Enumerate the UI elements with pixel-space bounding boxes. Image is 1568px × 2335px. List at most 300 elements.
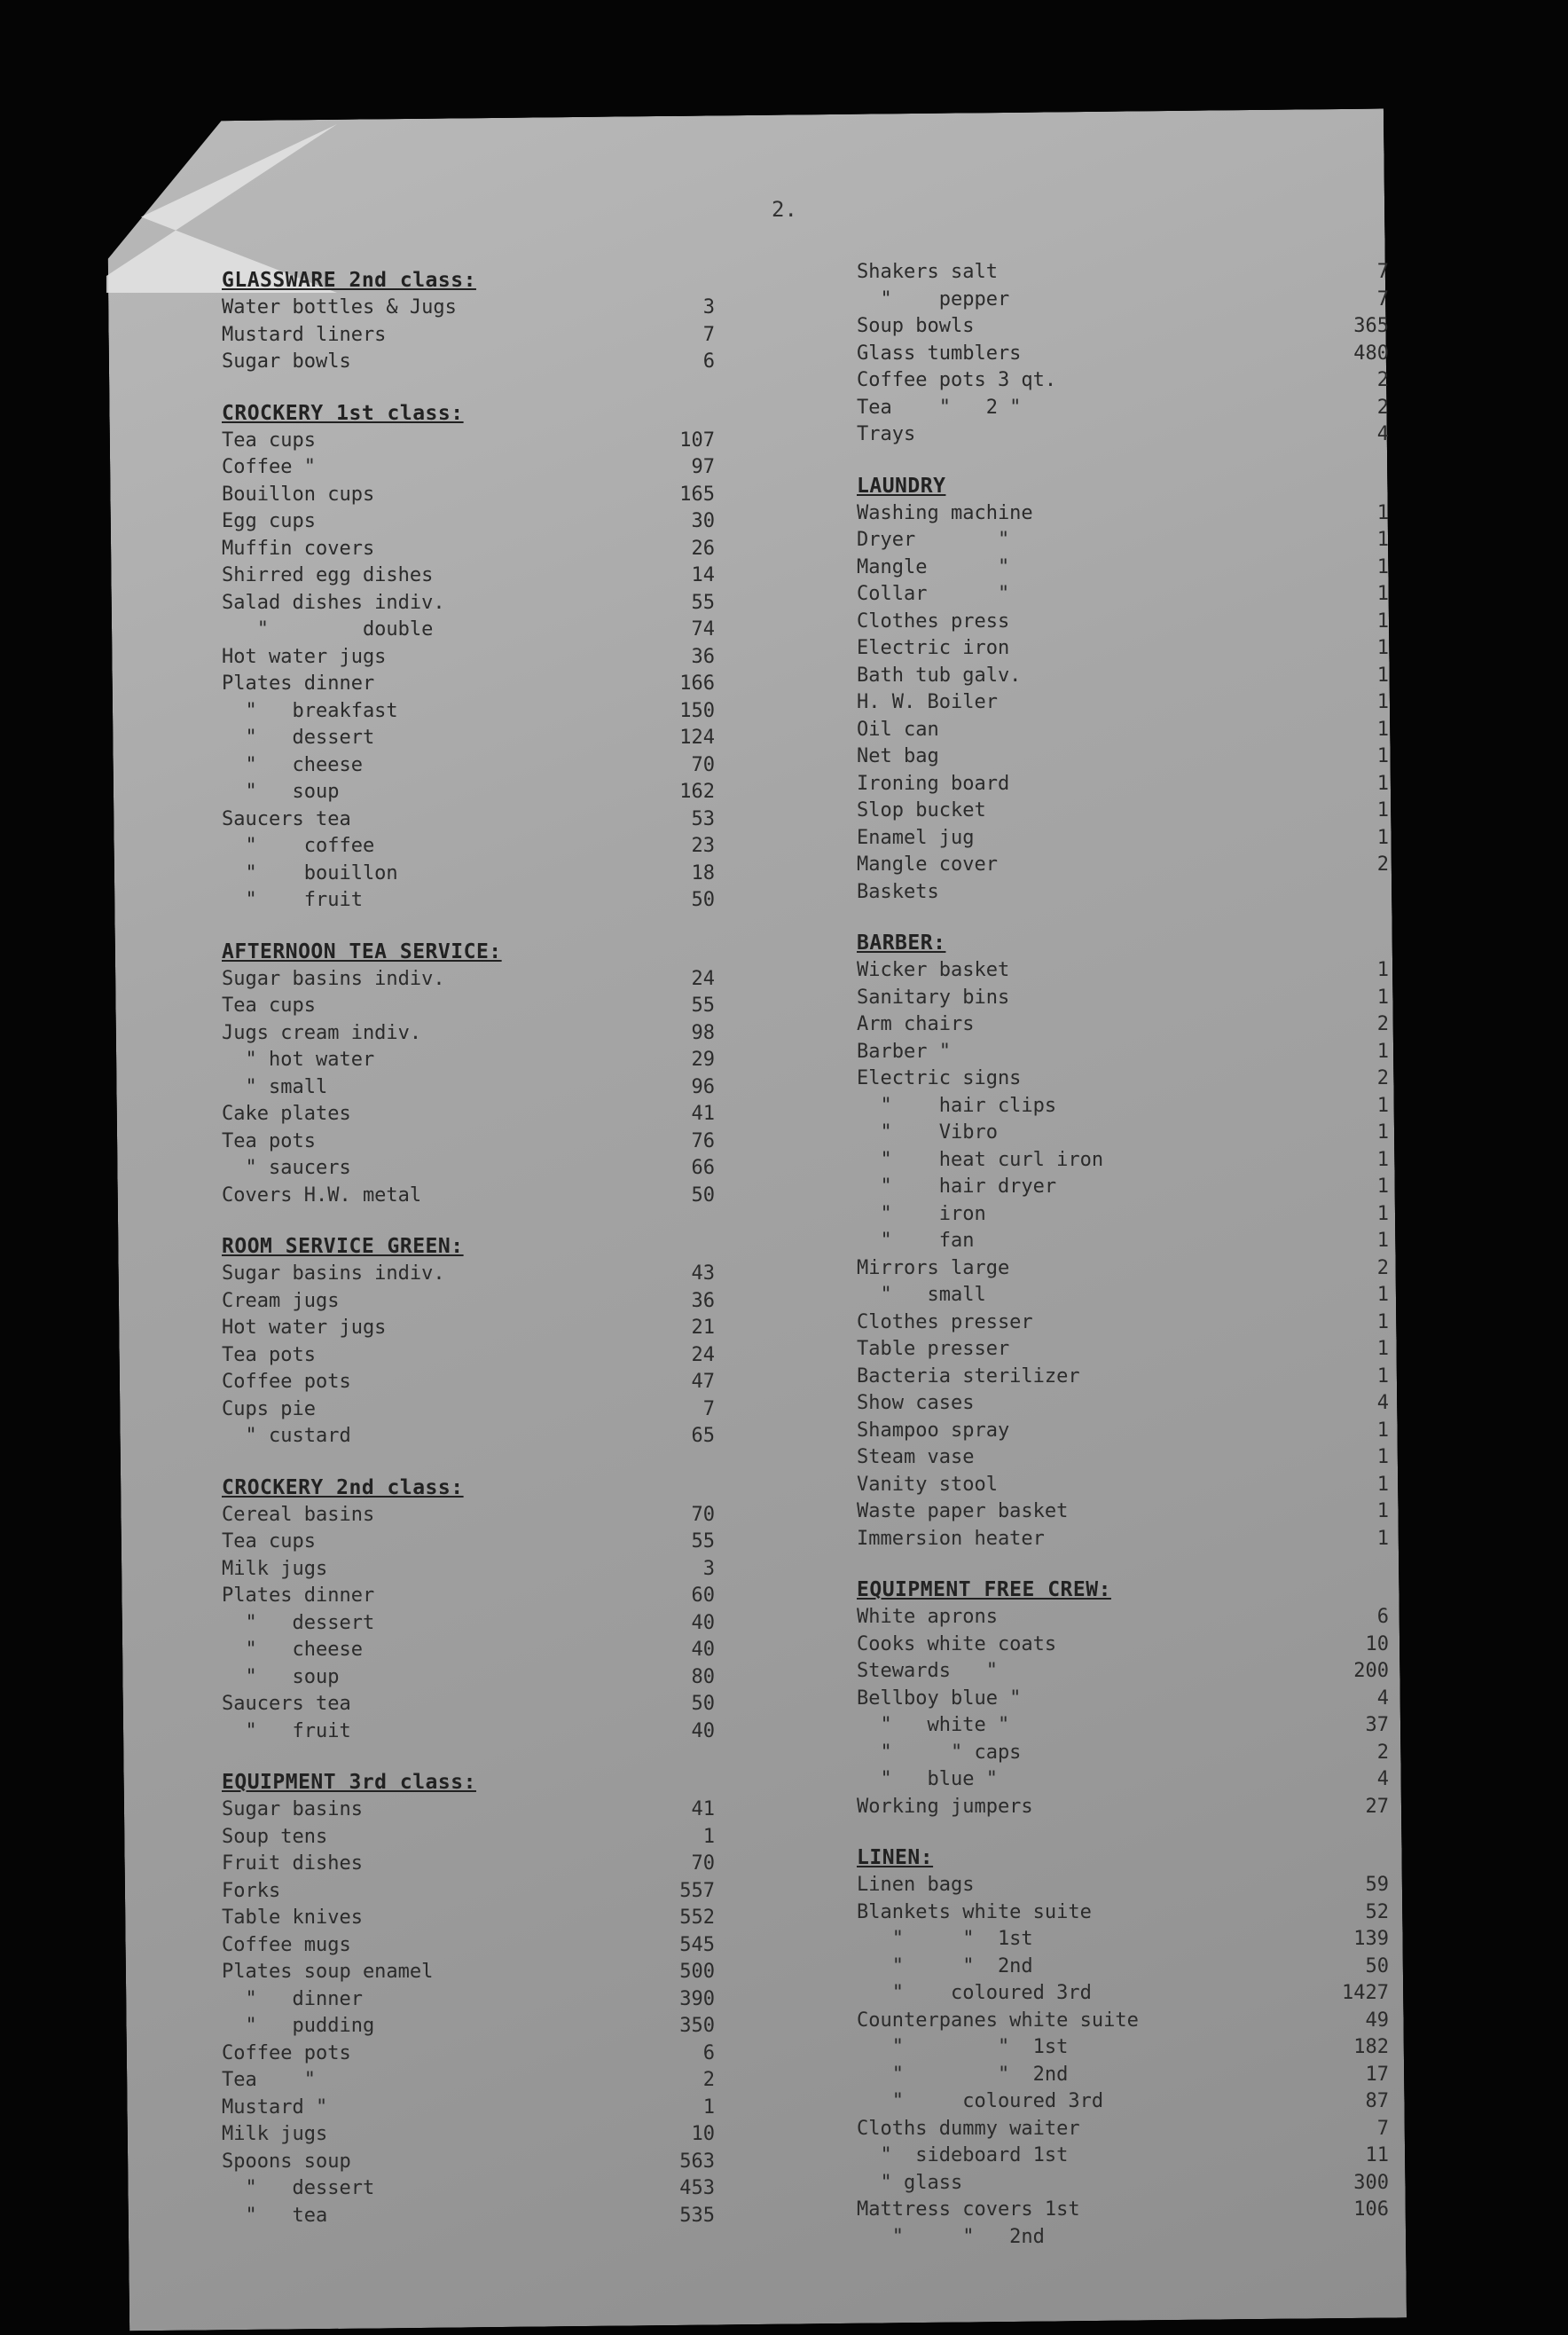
- inventory-row: [857, 852, 1389, 879]
- item-quantity: 1: [1376, 1202, 1389, 1225]
- inventory-row: [222, 1556, 718, 1584]
- item-label: Tea cups: [222, 428, 316, 452]
- inventory-row: [857, 1712, 1389, 1740]
- inventory-row: [222, 322, 718, 350]
- inventory-row: [857, 259, 1389, 287]
- item-label: Cooks white coats: [857, 1632, 1057, 1655]
- inventory-row: [222, 1637, 718, 1664]
- item-quantity: 24: [691, 967, 715, 990]
- item-label: Coffee ": [222, 456, 316, 478]
- item-label: Bouillon cups: [222, 483, 375, 506]
- item-label: Mattress covers 1st: [857, 2198, 1080, 2221]
- item-label: Coffee pots 3 qt.: [857, 369, 1057, 391]
- item-quantity: 98: [691, 1021, 715, 1044]
- inventory-row: [857, 2088, 1389, 2116]
- item-label: Dryer ": [857, 529, 1010, 551]
- item-quantity: 4: [1376, 1392, 1389, 1414]
- item-quantity: 70: [691, 1852, 715, 1875]
- item-quantity: 1: [1376, 1419, 1389, 1442]
- item-quantity: 1: [702, 2095, 715, 2119]
- inventory-section: [222, 1768, 718, 2229]
- item-label: Net bag: [857, 745, 939, 767]
- item-quantity: 18: [691, 861, 715, 884]
- item-label: Cereal basins: [222, 1503, 375, 1526]
- item-quantity: 65: [691, 1425, 715, 1447]
- inventory-row: [857, 1011, 1389, 1039]
- item-quantity: 74: [691, 618, 715, 641]
- item-label: Working jumpers: [857, 1795, 1033, 1818]
- item-label: Cream jugs: [222, 1289, 340, 1312]
- item-quantity: 40: [691, 1639, 715, 1661]
- item-quantity: 1: [1376, 1121, 1389, 1144]
- item-quantity: 124: [679, 727, 715, 749]
- section-heading: ROOM SERVICE GREEN:: [222, 1235, 464, 1258]
- item-label: Coffee pots: [222, 2041, 351, 2064]
- item-label: Oil can: [857, 718, 939, 741]
- item-quantity: 1: [1376, 1148, 1389, 1171]
- inventory-row: [222, 454, 718, 482]
- item-quantity: 24: [691, 1343, 715, 1366]
- inventory-row: [857, 395, 1389, 422]
- item-label: Mustard liners: [222, 323, 387, 346]
- item-quantity: 50: [1365, 1954, 1389, 1977]
- item-label: Spoons soup: [222, 2150, 351, 2173]
- item-quantity: 40: [691, 1611, 715, 1634]
- inventory-row: [222, 1369, 718, 1396]
- inventory-row: [857, 1472, 1389, 1499]
- item-quantity: 162: [679, 781, 715, 803]
- item-label: H. W. Boiler: [857, 691, 998, 713]
- item-label: Glass tumblers: [857, 342, 1022, 365]
- inventory-row: [222, 590, 718, 617]
- inventory-row: [857, 957, 1389, 985]
- inventory-row: [222, 1423, 718, 1451]
- item-quantity: 2: [1376, 1256, 1389, 1279]
- item-quantity: 6: [702, 2041, 715, 2064]
- item-quantity: 4: [1376, 1686, 1389, 1710]
- item-quantity: 70: [691, 1503, 715, 1526]
- item-label: " saucers: [222, 1157, 351, 1179]
- item-quantity: 480: [1353, 342, 1389, 365]
- item-label: Sugar bowls: [222, 350, 351, 373]
- item-quantity: 7: [702, 1397, 715, 1420]
- item-quantity: 80: [691, 1665, 715, 1688]
- inventory-row: [222, 1074, 718, 1102]
- item-label: Barber ": [857, 1040, 951, 1063]
- inventory-row: [222, 2067, 718, 2095]
- item-quantity: 1: [1376, 555, 1389, 578]
- inventory-section: [222, 1474, 718, 1746]
- item-label: Linen bags: [857, 1874, 975, 1896]
- item-label: Show cases: [857, 1392, 975, 1414]
- item-quantity: 29: [691, 1049, 715, 1071]
- item-label: Soup bowls: [857, 315, 975, 337]
- inventory-row: [857, 287, 1389, 314]
- item-label: " coloured 3rd: [857, 2090, 1104, 2112]
- inventory-row: [857, 1364, 1389, 1391]
- inventory-section: [857, 259, 1389, 449]
- left-column: [222, 266, 718, 2252]
- item-label: Salad dishes indiv.: [222, 591, 445, 614]
- item-label: " fruit: [222, 1719, 351, 1742]
- inventory-row: [222, 1718, 718, 1746]
- item-label: Tea pots: [222, 1343, 316, 1366]
- item-quantity: 1: [1376, 1094, 1389, 1117]
- inventory-row: [857, 1794, 1389, 1821]
- item-label: White aprons: [857, 1606, 998, 1628]
- item-quantity: 1: [1376, 986, 1389, 1009]
- inventory-row: [222, 779, 718, 806]
- item-quantity: 1: [1376, 1338, 1389, 1360]
- item-quantity: 365: [1353, 315, 1389, 337]
- inventory-row: [222, 349, 718, 376]
- item-quantity: 21: [691, 1317, 715, 1339]
- item-quantity: 50: [691, 889, 715, 911]
- item-label: Tea pots: [222, 1129, 316, 1152]
- inventory-row: [222, 1288, 718, 1316]
- inventory-row: [222, 1691, 718, 1718]
- item-quantity: 55: [691, 995, 715, 1017]
- inventory-section: [857, 1844, 1389, 2251]
- item-label: Mangle cover: [857, 853, 998, 876]
- item-quantity: 7: [1376, 287, 1389, 311]
- inventory-row: [857, 581, 1389, 609]
- item-quantity: 36: [691, 645, 715, 668]
- inventory-row: [857, 743, 1389, 771]
- item-label: " coffee: [222, 835, 375, 857]
- item-quantity: 1: [1376, 1364, 1389, 1388]
- inventory-row: [222, 1396, 718, 1424]
- inventory-section: [857, 929, 1389, 1553]
- inventory-row: [857, 1255, 1389, 1283]
- inventory-row: [857, 825, 1389, 853]
- item-quantity: 1: [1376, 529, 1389, 551]
- item-quantity: 76: [691, 1129, 715, 1152]
- item-label: Table knives: [222, 1907, 363, 1929]
- inventory-row: [857, 635, 1389, 663]
- inventory-row: [222, 2121, 718, 2149]
- item-quantity: 107: [679, 428, 715, 452]
- item-label: " custard: [222, 1425, 351, 1447]
- inventory-row: [222, 1932, 718, 1960]
- inventory-row: [857, 1065, 1389, 1093]
- item-label: Bellboy blue ": [857, 1686, 1022, 1710]
- item-quantity: 6: [702, 350, 715, 373]
- item-quantity: 1: [1376, 1446, 1389, 1468]
- section-heading: AFTERNOON TEA SERVICE:: [222, 940, 502, 963]
- item-label: " dessert: [222, 1611, 375, 1634]
- inventory-row: [857, 341, 1389, 368]
- inventory-row: [857, 1418, 1389, 1445]
- item-label: Bath tub galv.: [857, 664, 1022, 687]
- item-label: Counterpanes white suite: [857, 2009, 1139, 2032]
- inventory-row: [857, 1954, 1389, 1981]
- inventory-row: [222, 295, 718, 322]
- inventory-row: [857, 527, 1389, 554]
- inventory-row: [857, 1926, 1389, 1954]
- inventory-row: [222, 482, 718, 509]
- inventory-row: [222, 1824, 718, 1851]
- item-label: " " 1st: [857, 1928, 1033, 1950]
- item-label: Mangle ": [857, 555, 1010, 578]
- item-label: Tea " 2 ": [857, 396, 1022, 419]
- item-quantity: 1: [1376, 1284, 1389, 1306]
- item-label: Sugar basins indiv.: [222, 1262, 445, 1285]
- inventory-row: [222, 1905, 718, 1932]
- item-quantity: 1: [1376, 718, 1389, 741]
- item-label: Shakers salt: [857, 261, 998, 283]
- inventory-row: [857, 1390, 1389, 1418]
- item-label: " dessert: [222, 2177, 375, 2199]
- inventory-row: [222, 671, 718, 698]
- inventory-row: [222, 2149, 718, 2176]
- item-quantity: 10: [1365, 1632, 1389, 1655]
- item-label: Washing machine: [857, 501, 1033, 524]
- item-label: " " 2nd: [857, 2225, 1045, 2248]
- inventory-section: [222, 938, 718, 1210]
- item-label: Trays: [857, 423, 916, 445]
- item-quantity: 55: [691, 1530, 715, 1553]
- item-label: " " caps: [857, 1741, 1022, 1764]
- item-quantity: 4: [1376, 423, 1389, 445]
- item-label: " pudding: [222, 2015, 375, 2037]
- inventory-row: [222, 1529, 718, 1556]
- inventory-row: [222, 644, 718, 672]
- page-number: 2.: [772, 197, 797, 222]
- inventory-row: [857, 1740, 1389, 1767]
- item-quantity: 43: [691, 1262, 715, 1285]
- section-heading: EQUIPMENT 3rd class:: [222, 1771, 476, 1794]
- item-quantity: 37: [1365, 1714, 1389, 1736]
- inventory-row: [857, 2116, 1389, 2143]
- item-quantity: 166: [679, 672, 715, 695]
- item-quantity: 1: [1376, 1527, 1389, 1550]
- inventory-row: [222, 2175, 718, 2203]
- inventory-row: [857, 421, 1389, 449]
- item-label: Stewards ": [857, 1660, 998, 1682]
- item-label: Coffee pots: [222, 1371, 351, 1393]
- inventory-row: [857, 771, 1389, 798]
- inventory-row: [857, 2142, 1389, 2170]
- inventory-row: [857, 1147, 1389, 1175]
- item-quantity: 139: [1353, 1928, 1389, 1950]
- item-label: " small: [857, 1284, 986, 1306]
- item-label: Mirrors large: [857, 1256, 1010, 1279]
- inventory-row: [222, 966, 718, 994]
- item-label: Sugar basins: [222, 1798, 363, 1820]
- item-quantity: 1: [1376, 583, 1389, 605]
- inventory-row: [857, 798, 1389, 825]
- item-label: Immersion heater: [857, 1527, 1045, 1550]
- item-label: Electric signs: [857, 1067, 1022, 1089]
- item-label: Wicker basket: [857, 959, 1010, 981]
- item-label: " double: [222, 618, 434, 641]
- item-quantity: [1327, 879, 1389, 907]
- item-quantity: 55: [691, 591, 715, 614]
- inventory-row: [857, 2008, 1389, 2035]
- inventory-row: [222, 1986, 718, 2014]
- item-quantity: 2: [1376, 1741, 1389, 1764]
- item-label: " hair clips: [857, 1094, 1057, 1117]
- item-quantity: [1327, 2224, 1389, 2252]
- item-quantity: 1: [1376, 1230, 1389, 1252]
- item-quantity: 150: [679, 699, 715, 722]
- inventory-row: [857, 1174, 1389, 1201]
- item-label: Milk jugs: [222, 1557, 328, 1580]
- item-quantity: 17: [1365, 2063, 1389, 2086]
- item-quantity: 1: [1376, 691, 1389, 713]
- inventory-row: [222, 2203, 718, 2230]
- item-label: " cheese: [222, 753, 363, 776]
- item-quantity: 96: [691, 1075, 715, 1098]
- inventory-row: [222, 1261, 718, 1288]
- inventory-row: [857, 609, 1389, 636]
- item-label: Baskets: [857, 880, 939, 903]
- item-label: " Vibro: [857, 1121, 998, 1144]
- inventory-row: [857, 1336, 1389, 1364]
- item-quantity: 26: [691, 537, 715, 560]
- item-quantity: 2: [1376, 1067, 1389, 1089]
- inventory-row: [222, 1155, 718, 1183]
- item-quantity: 1: [1376, 664, 1389, 687]
- inventory-row: [222, 993, 718, 1020]
- item-label: Steam vase: [857, 1446, 975, 1468]
- item-label: " pepper: [857, 287, 1010, 311]
- inventory-row: [857, 500, 1389, 528]
- inventory-row: [222, 1101, 718, 1128]
- item-quantity: 11: [1365, 2144, 1389, 2166]
- inventory-row: [857, 1604, 1389, 1631]
- item-label: " small: [222, 1075, 328, 1098]
- item-quantity: 87: [1365, 2090, 1389, 2112]
- item-label: " blue ": [857, 1768, 998, 1790]
- item-label: Muffin covers: [222, 537, 375, 560]
- inventory-row: [857, 1228, 1389, 1255]
- inventory-row: [857, 1658, 1389, 1686]
- item-quantity: 182: [1353, 2036, 1389, 2058]
- item-quantity: 1427: [1342, 1982, 1389, 2004]
- item-quantity: 1: [1376, 1040, 1389, 1063]
- inventory-row: [857, 1201, 1389, 1229]
- inventory-row: [222, 2013, 718, 2040]
- inventory-row: [222, 1796, 718, 1824]
- inventory-row: [222, 861, 718, 888]
- inventory-row: [222, 1583, 718, 1610]
- item-label: " " 2nd: [857, 1954, 1033, 1977]
- item-quantity: 200: [1353, 1660, 1389, 1682]
- inventory-row: [222, 617, 718, 644]
- item-quantity: 453: [679, 2177, 715, 2199]
- inventory-row: [857, 1872, 1389, 1899]
- item-label: Shampoo spray: [857, 1419, 1010, 1442]
- item-label: Forks: [222, 1879, 281, 1902]
- item-quantity: 165: [679, 483, 715, 506]
- item-quantity: 563: [679, 2150, 715, 2173]
- item-label: Arm chairs: [857, 1013, 975, 1035]
- item-quantity: 41: [691, 1798, 715, 1820]
- item-label: Sanitary bins: [857, 986, 1010, 1009]
- item-label: Mustard ": [222, 2095, 328, 2119]
- inventory-row: [222, 887, 718, 915]
- item-label: " white ": [857, 1714, 1010, 1736]
- item-label: Milk jugs: [222, 2123, 328, 2145]
- item-quantity: 50: [691, 1183, 715, 1207]
- inventory-row: [222, 1128, 718, 1156]
- inventory-row: [222, 1342, 718, 1370]
- item-label: " iron: [857, 1202, 986, 1225]
- item-label: Saucers tea: [222, 1693, 351, 1715]
- inventory-row: [857, 2197, 1389, 2224]
- inventory-row: [222, 1020, 718, 1048]
- item-label: Fruit dishes: [222, 1852, 363, 1875]
- item-quantity: 47: [691, 1371, 715, 1393]
- item-label: " fan: [857, 1230, 975, 1252]
- inventory-row: [222, 752, 718, 780]
- item-quantity: 50: [691, 1693, 715, 1715]
- item-quantity: 3: [702, 1557, 715, 1580]
- inventory-row: [857, 1444, 1389, 1472]
- item-quantity: 350: [679, 2015, 715, 2037]
- item-label: Soup tens: [222, 1825, 328, 1848]
- item-quantity: 66: [691, 1157, 715, 1179]
- item-label: Jugs cream indiv.: [222, 1021, 422, 1044]
- item-label: " breakfast: [222, 699, 398, 722]
- inventory-row: [857, 689, 1389, 717]
- item-label: " " 2nd: [857, 2063, 1069, 2086]
- item-label: Hot water jugs: [222, 1317, 387, 1339]
- item-label: " dinner: [222, 1987, 363, 2010]
- item-quantity: 2: [1376, 396, 1389, 419]
- item-quantity: 390: [679, 1987, 715, 2010]
- inventory-row: [857, 1498, 1389, 1526]
- inventory-row: [222, 1502, 718, 1529]
- item-label: " coloured 3rd: [857, 1982, 1092, 2004]
- inventory-row: [857, 2034, 1389, 2062]
- item-label: Collar ": [857, 583, 1010, 605]
- inventory-row: [857, 1039, 1389, 1066]
- item-label: " hot water: [222, 1049, 375, 1071]
- item-label: Electric iron: [857, 637, 1010, 659]
- item-quantity: 23: [691, 835, 715, 857]
- inventory-row: [857, 1120, 1389, 1147]
- inventory-row: [857, 2062, 1389, 2089]
- inventory-row: [857, 1282, 1389, 1309]
- item-label: " soup: [222, 1665, 340, 1688]
- item-quantity: 1: [1376, 959, 1389, 981]
- item-quantity: 59: [1365, 1874, 1389, 1896]
- item-label: " sideboard 1st: [857, 2144, 1069, 2166]
- item-quantity: 500: [679, 1961, 715, 1983]
- item-quantity: 7: [1376, 2117, 1389, 2140]
- item-quantity: 3: [702, 296, 715, 318]
- inventory-row: [857, 2170, 1389, 2197]
- inventory-row: [857, 1899, 1389, 1927]
- inventory-row: [222, 428, 718, 455]
- item-label: Plates soup enamel: [222, 1961, 434, 1983]
- item-label: " soup: [222, 781, 340, 803]
- inventory-row: [222, 1610, 718, 1638]
- inventory-row: [222, 698, 718, 726]
- item-label: Tea cups: [222, 995, 316, 1017]
- item-label: Water bottles & Jugs: [222, 296, 457, 318]
- item-label: Waste paper basket: [857, 1500, 1069, 1522]
- inventory-section: [857, 472, 1389, 907]
- item-quantity: 97: [691, 456, 715, 478]
- item-quantity: 535: [679, 2204, 715, 2227]
- item-quantity: 1: [1376, 501, 1389, 524]
- inventory-row: [222, 806, 718, 834]
- item-label: Slop bucket: [857, 799, 986, 822]
